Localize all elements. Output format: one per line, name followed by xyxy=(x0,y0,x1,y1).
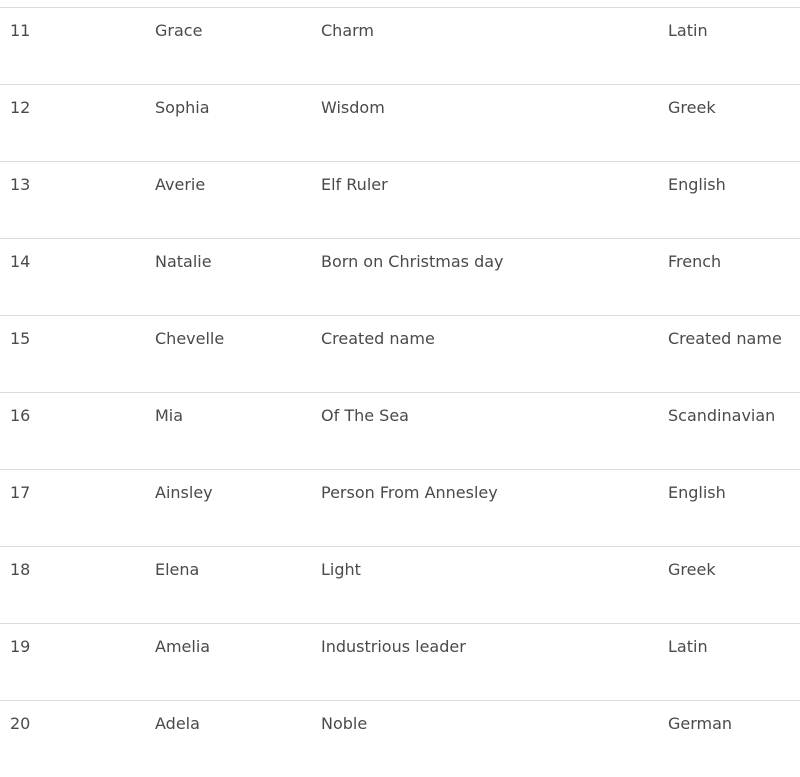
row-number: 11 xyxy=(10,21,31,40)
name-cell: Sophia xyxy=(155,98,210,117)
table-row xyxy=(0,469,800,546)
table-row xyxy=(0,84,800,161)
table-row xyxy=(0,700,800,777)
row-number: 19 xyxy=(10,637,31,656)
meaning-cell: Of The Sea xyxy=(321,406,409,425)
origin-cell: Greek xyxy=(668,98,716,117)
meaning-cell: Noble xyxy=(321,714,368,733)
meaning-cell: Light xyxy=(321,560,361,579)
row-number: 17 xyxy=(10,483,31,502)
name-cell: Adela xyxy=(155,714,200,733)
table-row xyxy=(0,392,800,469)
row-number: 20 xyxy=(10,714,31,733)
meaning-cell: Born on Christmas day xyxy=(321,252,504,271)
row-number: 18 xyxy=(10,560,31,579)
origin-cell: French xyxy=(668,252,722,271)
origin-cell: English xyxy=(668,483,726,502)
row-number: 13 xyxy=(10,175,31,194)
origin-cell: Created name xyxy=(668,329,782,348)
origin-cell: Scandinavian xyxy=(668,406,776,425)
name-cell: Amelia xyxy=(155,637,211,656)
names-table xyxy=(0,7,800,777)
table-row xyxy=(0,315,800,392)
row-number: 16 xyxy=(10,406,31,425)
name-cell: Elena xyxy=(155,560,200,579)
meaning-cell: Wisdom xyxy=(321,98,385,117)
origin-cell: German xyxy=(668,714,733,733)
row-number: 12 xyxy=(10,98,31,117)
row-number: 14 xyxy=(10,252,31,271)
table-row xyxy=(0,7,800,84)
origin-cell: Greek xyxy=(668,560,716,579)
table-row xyxy=(0,623,800,700)
origin-cell: English xyxy=(668,175,726,194)
name-cell: Grace xyxy=(155,21,203,40)
table-row xyxy=(0,546,800,623)
table-row xyxy=(0,161,800,238)
meaning-cell: Person From Annesley xyxy=(321,483,498,502)
meaning-cell: Elf Ruler xyxy=(321,175,388,194)
table-row xyxy=(0,238,800,315)
origin-cell: Latin xyxy=(668,21,708,40)
row-number: 15 xyxy=(10,329,31,348)
name-cell: Chevelle xyxy=(155,329,225,348)
meaning-cell: Industrious leader xyxy=(321,637,466,656)
meaning-cell: Charm xyxy=(321,21,374,40)
origin-cell: Latin xyxy=(668,637,708,656)
name-cell: Mia xyxy=(155,406,184,425)
meaning-cell: Created name xyxy=(321,329,435,348)
name-cell: Ainsley xyxy=(155,483,213,502)
name-cell: Natalie xyxy=(155,252,212,271)
name-cell: Averie xyxy=(155,175,206,194)
